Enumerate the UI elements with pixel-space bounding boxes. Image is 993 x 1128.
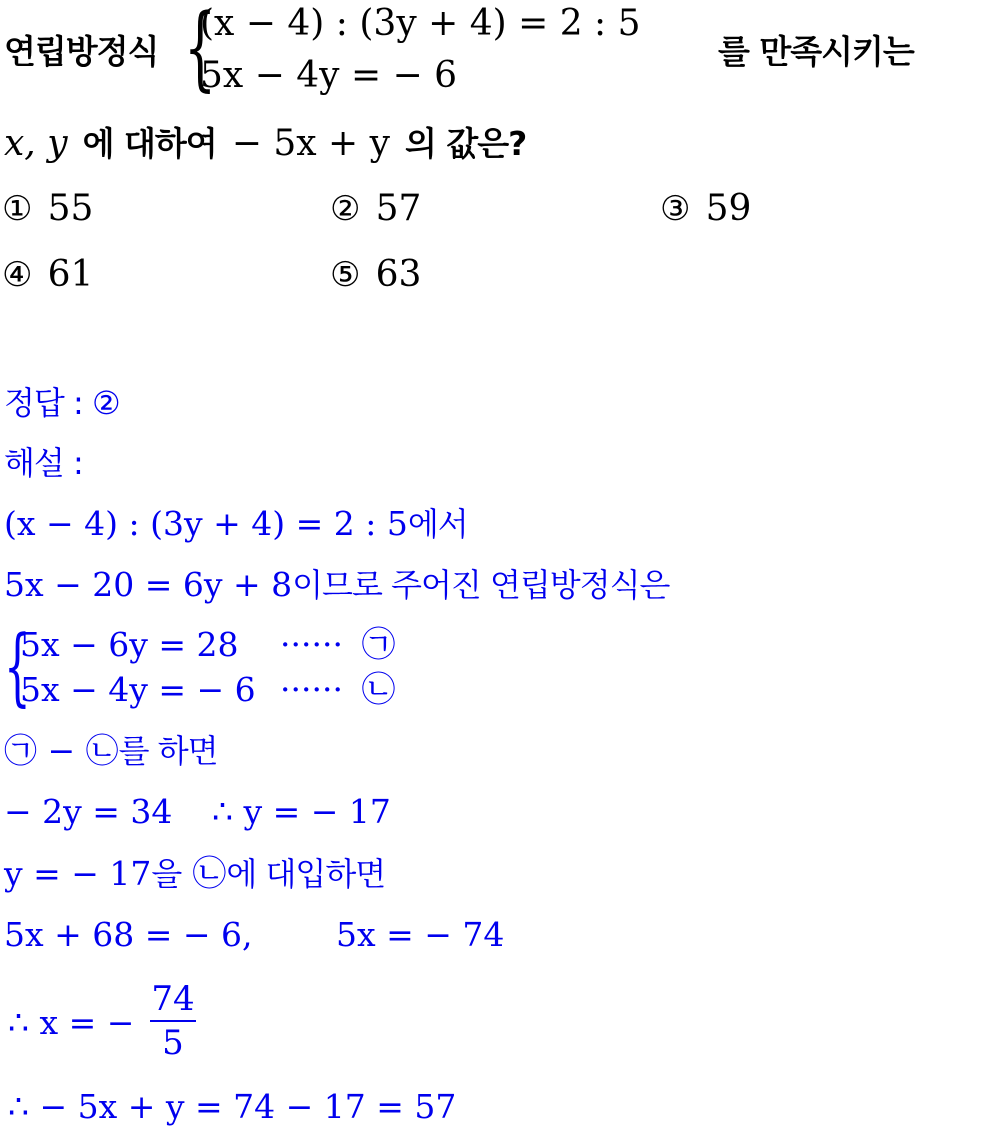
solution-step-6 <box>4 854 386 894</box>
fraction-bar <box>150 1020 196 1022</box>
choice-mark: ① <box>2 189 33 229</box>
choice-2[interactable] <box>330 188 422 229</box>
choice-mark: ② <box>330 189 361 229</box>
solution-step-7 <box>4 915 253 954</box>
step5-a: − 2y = 34 <box>4 792 173 831</box>
question-eq2: 5x − 4y = − 6 <box>200 55 458 96</box>
question-suffix: 를 만족시키는 <box>718 32 914 71</box>
choice-value: 59 <box>705 188 752 229</box>
choice-mark: ④ <box>2 255 33 295</box>
choice-value: 61 <box>47 254 94 295</box>
step2-math: 5x − 20 = 6y + 8 <box>4 565 293 604</box>
step1-text: 에서 <box>407 505 468 543</box>
step6-text-b: 에 대입하면 <box>226 855 386 893</box>
question-line2 <box>4 123 527 164</box>
question-vars: x, y <box>4 123 68 164</box>
choice-mark: ⑤ <box>330 255 361 295</box>
choice-1[interactable] <box>2 188 94 229</box>
solution-step-2 <box>4 565 670 604</box>
sys1-dots: ······ <box>280 625 343 664</box>
step5-b: ∴ y = − 17 <box>212 792 391 831</box>
step6-mark: ㉡ <box>192 854 227 894</box>
solution-step-7b <box>336 915 505 954</box>
solution-sys2-dots <box>280 670 396 710</box>
solution-system-brace: { <box>4 617 31 715</box>
sys2-dots: ······ <box>280 670 343 709</box>
step4-text: 를 하면 <box>118 732 218 770</box>
sys2-mark: ㉡ <box>361 670 396 710</box>
choice-value: 55 <box>47 188 94 229</box>
solution-sys2 <box>20 670 256 709</box>
solution-step-1 <box>4 504 468 543</box>
solution-step-9 <box>8 1087 457 1126</box>
sys1-mark: ㉠ <box>361 625 396 665</box>
choice-value: 57 <box>375 188 422 229</box>
question-end: 의 값은? <box>405 124 527 163</box>
question-eq1: (x − 4) : (3y + 4) = 2 : 5 <box>200 3 641 44</box>
explain-label: 해설 : <box>4 444 83 482</box>
solution-sys1-dots <box>280 625 396 665</box>
solution-step-5b <box>212 792 391 831</box>
step9: ∴ − 5x + y = 74 − 17 = 57 <box>8 1087 457 1126</box>
system-brace: { <box>184 0 217 101</box>
sys1-eq: 5x − 6y = 28 <box>20 625 239 664</box>
question-mid: 에 대하여 <box>82 124 217 163</box>
step8-fraction <box>150 979 196 1063</box>
step6-text-a: 을 <box>151 855 182 893</box>
sys2-eq: 5x − 4y = − 6 <box>20 670 256 709</box>
question-expr: − 5x + y <box>231 123 390 164</box>
step7-a: 5x + 68 = − 6, <box>4 915 253 954</box>
solution-sys1 <box>20 625 239 664</box>
step8-prefix: ∴ x = − <box>8 1003 135 1042</box>
step4-math: ㉠ − ㉡ <box>4 731 119 770</box>
step6-math: y = − 17 <box>4 854 152 893</box>
question-prefix: 연립방정식 <box>4 32 159 71</box>
fraction-numerator: 74 <box>151 979 195 1019</box>
choice-4[interactable] <box>2 254 94 295</box>
choice-3[interactable] <box>660 188 752 229</box>
choice-mark: ③ <box>660 189 691 229</box>
fraction-denominator: 5 <box>162 1023 184 1063</box>
solution-step-5 <box>4 792 173 831</box>
solution-step-8 <box>8 1003 135 1042</box>
choice-5[interactable] <box>330 254 422 295</box>
choice-value: 63 <box>375 254 422 295</box>
solution-step-4 <box>4 731 218 770</box>
step1-math: (x − 4) : (3y + 4) = 2 : 5 <box>4 504 408 543</box>
answer-label: 정답 : ② <box>4 384 120 422</box>
step2-text: 이므로 주어진 연립방정식은 <box>292 566 670 604</box>
step7-b: 5x = − 74 <box>336 915 505 954</box>
